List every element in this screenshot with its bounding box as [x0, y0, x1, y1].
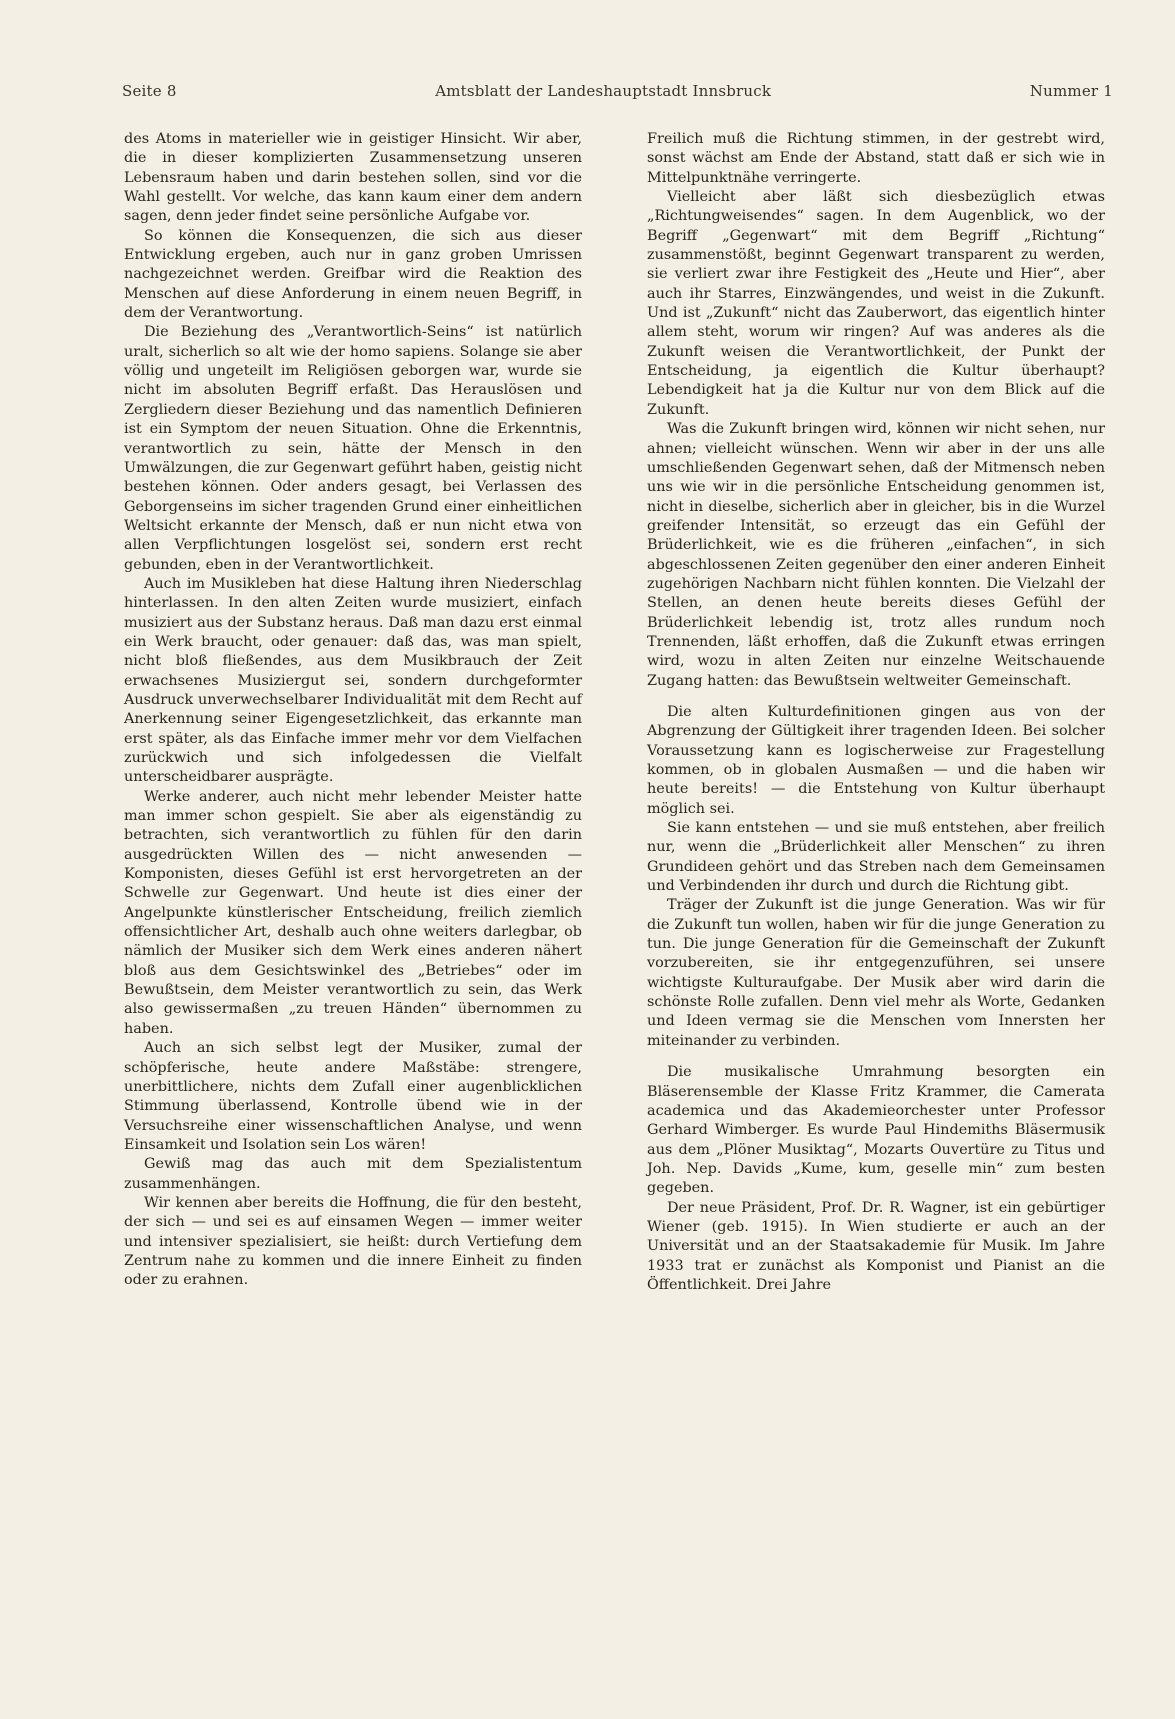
left-column	[124, 130, 582, 1291]
page-number: Seite 8	[122, 82, 177, 100]
paragraph: So können die Konsequenzen, die sich aus dieser Entwicklung ergeben, auch nur in ganz groben Umrissen nachgezeichnet werden. Greifbar wird die Reaktion des Menschen auf diese Anforderung in einem neuen Begriff, in dem der Verantwortung.	[124, 227, 582, 322]
paragraph: Was die Zukunft bringen wird, können wir nicht sehen, nur ahnen; vielleicht wünschen. Wenn wir aber in der uns alle umschließenden Gegenwart sehen, daß der Mitmensch neben uns wie wir in die persönliche Entscheidung genommen ist, nicht in dieselbe, sicherlich aber in gleicher, bis in die Wurzel greifender Intensität, so erzeugt das ein Gefühl der Brüderlichkeit, wie es die früheren „einfachen“, in sich abgeschlossenen Zeiten gegenüber den einer anderen Einheit zugehörigen Nachbarn nicht fühlen konnten. Die Vielzahl der Stellen, an denen heute bereits dieses Gefühl der Brüderlichkeit lebendig ist, trotz alles rundum noch Trennenden, läßt erhoffen, daß die Zukunft etwas erringen wird, wozu in alten Zeiten nur einzelne Weitschauende Zugang hatten: das Bewußtsein weltweiter Gemeinschaft.	[647, 421, 1105, 689]
paragraph: Die alten Kulturdefinitionen gingen aus von der Abgrenzung der Gültigkeit ihrer tragenden Ideen. Bei solcher Voraussetzung kann es logischerweise zur Fragestellung kommen, ob in globalen Ausmaßen — und die haben wir heute bereits! — die Entstehung von Kultur überhaupt möglich sei.	[647, 703, 1105, 817]
paragraph: Die musikalische Umrahmung besorgten ein Bläserensemble der Klasse Fritz Krammer, die Camerata academica und das Akademieorchester unter Professor Gerhard Wimberger. Es wurde Paul Hindemiths Bläsermusik aus dem „Plöner Musiktag“, Mozarts Ouvertüre zu Titus und Joh. Nep. Davids „Kume, kum, geselle min“ zum besten gegeben.	[647, 1064, 1105, 1197]
paragraph: Die Beziehung des „Verantwortlich-Seins“ ist natürlich uralt, sicherlich so alt wie der homo sapiens. Solange sie aber völlig und ungeteilt im Religiösen geborgen war, wurde sie nicht im absoluten Begriff erfaßt. Das Herauslösen und Zergliedern dieser Beziehung und das namentlich Definieren ist ein Symptom der neuen Situation. Ohne die Erkenntnis, verantwortlich zu sein, hätte der Mensch in den Umwälzungen, die zur Gegenwart geführt haben, geistig nicht bestehen können. Oder anders gesagt, bei Verlassen des Geborgenseins im sicher tragenden Grund einer einheitlichen Weltsicht erkannte der Mensch, daß er nun nicht etwa von allen Verpflichtungen losgelöst sei, sondern erst recht gebunden, eben in der Verantwortlichkeit.	[124, 324, 582, 573]
paragraph: Werke anderer, auch nicht mehr lebender Meister hatte man immer schon gespielt. Sie aber als eigenständig zu betrachten, sich verantwortlich zu fühlen für den darin ausgedrückten Willen des — nicht anwesenden — Komponisten, dieses Gefühl ist erst hervorgetreten an der Schwelle zur Gegenwart. Und heute ist dies einer der Angelpunkte künstlerischer Entscheidung, freilich ziemlich offensichtlicher Art, deshalb auch ohne weiters darlegbar, ob nämlich der Musiker sich dem Werk eines anderen nähert bloß aus dem Gesichtswinkel des „Betriebes“ oder im Bewußtsein, dem Meister verantwortlich zu sein, das Werk also gewissermaßen „zu treuen Händen“ übernommen zu haben.	[124, 788, 582, 1037]
page-header	[122, 82, 1113, 108]
paragraph: Auch im Musikleben hat diese Haltung ihren Niederschlag hinterlassen. In den alten Zeiten wurde musiziert, einfach musiziert aus der Substanz heraus. Daß man dazu erst einmal ein Werk braucht, oder genauer: daß das, was man spielt, nicht bloß fließendes, aus dem Musikbrauch der Zeit erwachsenes Musiziergut sei, sondern durchgeformter Ausdruck unverwechselbarer Individualität mit dem Recht auf Anerkennung seiner Eigengesetzlichkeit, das erkannte man erst später, als das Einfache immer mehr vor dem Vielfachen zurückwich und sich infolgedessen die Vielfalt unterscheidbarer ausprägte.	[124, 575, 582, 786]
issue-number: Nummer 1	[1029, 82, 1113, 100]
paragraph: Vielleicht aber läßt sich diesbezüglich etwas „Richtungweisendes“ sagen. In dem Augenblick, wo der Begriff „Gegenwart“ mit dem Begriff „Richtung“ zusammenstößt, beginnt Gegenwart transparent zu werden, sie verliert zwar ihre Festigkeit des „Heute und Hier“, aber auch ihr Starres, Einzwängendes, und weist in die Zukunft. Und ist „Zukunft“ nicht das Zauberwort, das eigentlich hinter allem steht, worum wir ringen? Auf was anderes als die Zukunft weisen die Verantwortlichkeit, der Punkt der Entscheidung, ja eigentlich die Kultur überhaupt? Lebendigkeit hat ja die Kultur nur von dem Blick auf die Zukunft.	[647, 189, 1105, 418]
publication-title: Amtsblatt der Landeshauptstadt Innsbruck	[435, 82, 772, 100]
paragraph: Freilich muß die Richtung stimmen, in der gestrebt wird, sonst wächst am Ende der Abstand, statt daß er sich wie in Mittelpunktnähe verringerte.	[647, 131, 1105, 186]
paragraph: Wir kennen aber bereits die Hoffnung, die für den besteht, der sich — und sei es auf einsamen Wegen — immer weiter und intensiver spezialisiert, sie heißt: durch Vertiefung dem Zentrum nahe zu kommen und die innere Einheit zu finden oder zu erahnen.	[124, 1194, 582, 1289]
paragraph: Träger der Zukunft ist die junge Generation. Was wir für die Zukunft tun wollen, haben wir für die junge Generation zu tun. Die junge Generation für die Gemeinschaft der Zukunft vorzubereiten, sie ihr entgegenzuführen, sei unsere wichtigste Kulturaufgabe. Der Musik aber wird darin die schönste Rolle zufallen. Denn viel mehr als Worte, Gedanken und Ideen vermag sie die Menschen vom Innersten her miteinander zu verbinden.	[647, 897, 1105, 1049]
right-column	[647, 130, 1105, 1295]
paragraph: des Atoms in materieller wie in geistiger Hinsicht. Wir aber, die in dieser komplizierten Zusammensetzung unseren Lebensraum haben und darin bestehen sollen, sind vor die Wahl gestellt. Vor welche, das kann kaum einer dem andern sagen, denn jeder findet seine persönliche Aufgabe vor.	[124, 131, 582, 225]
paragraph: Der neue Präsident, Prof. Dr. R. Wagner, ist ein gebürtiger Wiener (geb. 1915). In Wien studierte er auch an der Universität und an der Staatsakademie für Musik. Im Jahre 1933 trat er zunächst als Komponist und Pianist an die Öffentlichkeit. Drei Jahre	[647, 1199, 1105, 1293]
paragraph: Auch an sich selbst legt der Musiker, zumal der schöpferische, heute andere Maßstäbe: strengere, unerbittlichere, nichts dem Zufall einer augenblicklichen Stimmung überlassend, Kontrolle übend wie in der Versuchsreihe einer wissenschaftlichen Analyse, und wenn Einsamkeit und Isolation sein Los wären!	[124, 1040, 582, 1153]
paragraph: Sie kann entstehen — und sie muß entstehen, aber freilich nur, wenn die „Brüderlichkeit aller Menschen“ zu ihren Grundideen gehört und das Streben nach dem Gemeinsamen und Verbindenden ihr durch und durch die Richtung gibt.	[647, 820, 1105, 895]
paragraph: Gewiß mag das auch mit dem Spezialistentum zusammenhängen.	[124, 1156, 582, 1192]
